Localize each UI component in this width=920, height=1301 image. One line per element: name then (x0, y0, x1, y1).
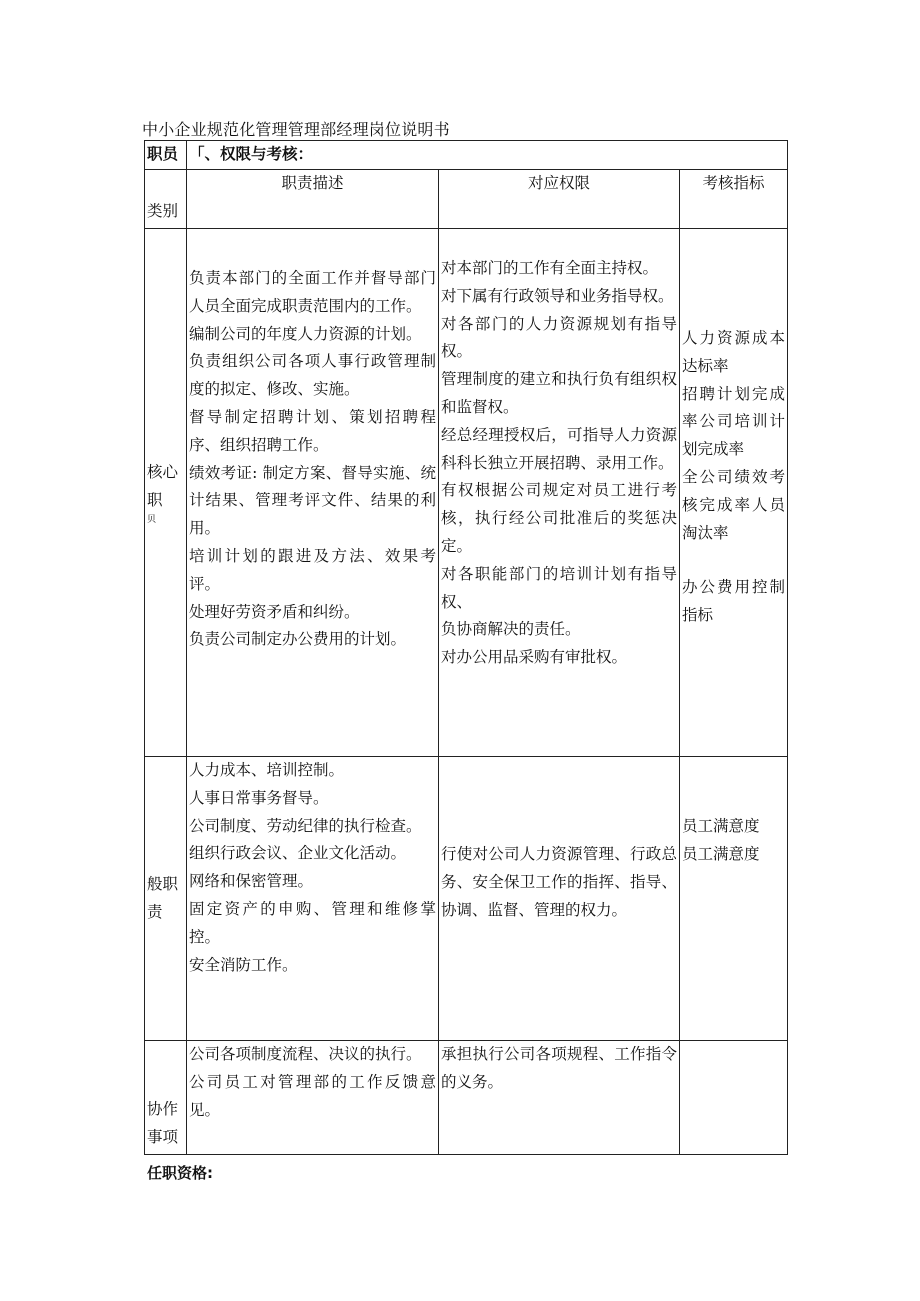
authority-item: 对办公用品采购有审批权。 (441, 648, 628, 667)
category-cell (145, 1041, 187, 1155)
duties-cell (187, 757, 439, 1041)
duty-item: 负责组织公司各项人事行政管理制度的拟定、修改、实施。 (189, 352, 436, 399)
kpi-cell (680, 229, 788, 757)
duties-cell (187, 1041, 439, 1155)
duty-item: 安全消防工作。 (189, 955, 298, 974)
duty-item: 绩效考证: 制定方案、督导实施、统计结果、管理考评文件、结果的利用。 (189, 463, 436, 538)
duty-item: 公司员工对管理部的工作反馈意见。 (189, 1072, 436, 1119)
kpi-item: 人力资源成本达标率 (682, 329, 786, 375)
category-label: 协作 (147, 1100, 179, 1119)
authority-cell (439, 1041, 680, 1155)
category-label: 责 (147, 902, 163, 921)
authority-item: 经总经理授权后，可指导人力资源科科长独立开展招聘、录用工作。 (441, 425, 677, 472)
duty-item: 督导制定招聘计划、策划招聘程序、组织招聘工作。 (189, 407, 436, 454)
kpi-item: 办公费用控制指标 (682, 578, 786, 625)
duties-cell (187, 229, 439, 757)
kpi-item: 员工满意度 (682, 844, 760, 863)
header-section-title: 「、权限与考核： (187, 141, 788, 170)
table-row (145, 757, 788, 1041)
duty-item: 培训计划的跟进及方法、效果考评。 (189, 546, 436, 593)
authority-item: 对各部门的人力资源规划有指导权。 (441, 314, 677, 361)
category-label: 事项 (147, 1128, 179, 1147)
duty-item: 人力成本、培训控制。 (189, 761, 345, 779)
duty-item: 负责公司制定办公费用的计划。 (189, 630, 407, 649)
category-label: 核心 (147, 462, 179, 481)
authority-item: 对本部门的工作有全面主持权。 (441, 259, 659, 277)
duty-item: 人事日常事务督导。 (189, 788, 329, 807)
duty-item: 处理好劳资矛盾和纠纷。 (189, 602, 360, 621)
authority-item: 有权根据公司规定对员工进行考核，执行经公司批准后的奖惩决定。 (441, 481, 677, 555)
authority-item: 管理制度的建立和执行负有组织权和监督权。 (441, 370, 677, 416)
authority-cell (439, 229, 680, 757)
document-title: 中小企业规范化管理管理部经理岗位说明书 (142, 120, 450, 139)
column-header-duties: 职责描述 (187, 170, 439, 229)
duty-item: 公司制度、劳动纪律的执行检查。 (189, 816, 422, 835)
kpi-cell (680, 1041, 788, 1155)
column-header-authority: 对应权限 (439, 170, 680, 229)
authority-item: 对各职能部门的培训计划有指导权、 (441, 564, 677, 611)
column-header-category: 类别 (145, 170, 187, 229)
duty-item: 固定资产的申购、管理和维修掌控。 (189, 899, 436, 946)
authority-item: 行使对公司人力资源管理、行政总务、安全保卫工作的指挥、指导、协调、监督、管理的权力。 (441, 845, 677, 919)
table-row (145, 1041, 788, 1155)
authority-item: 承担执行公司各项规程、工作指令的义务。 (441, 1045, 677, 1091)
header-left-cell: 职员 (145, 141, 187, 170)
duty-item: 编制公司的年度人力资源的计划。 (189, 324, 422, 343)
authority-cell (439, 757, 680, 1041)
table-header-row (145, 141, 788, 170)
duty-item: 负责本部门的全面工作并督导部门人员全面完成职责范围内的工作。 (189, 269, 436, 315)
authority-item: 负协商解决的责任。 (441, 620, 581, 639)
category-cell (145, 229, 187, 757)
kpi-item: 员工满意度 (682, 817, 760, 835)
duty-item: 公司各项制度流程、决议的执行。 (189, 1045, 422, 1063)
column-header-kpi: 考核指标 (680, 170, 788, 229)
duty-item: 网络和保密管理。 (189, 872, 314, 891)
category-small-label: 贝 (147, 515, 157, 526)
category-cell (145, 757, 187, 1041)
kpi-item: 全公司绩效考核完成率人员淘汰率 (682, 467, 786, 542)
authority-item: 对下属有行政领导和业务指导权。 (441, 286, 674, 305)
column-header-row (145, 170, 788, 229)
category-label: 般职 (147, 874, 179, 893)
responsibility-table (144, 140, 788, 1155)
duty-item: 组织行政会议、企业文化活动。 (189, 844, 407, 863)
category-label: 职 (147, 490, 163, 509)
kpi-item: 招聘计划完成率公司培训计划完成率 (682, 384, 786, 459)
table-row (145, 229, 788, 757)
kpi-cell (680, 757, 788, 1041)
qualifications-heading: 任职资格: (147, 1164, 213, 1182)
